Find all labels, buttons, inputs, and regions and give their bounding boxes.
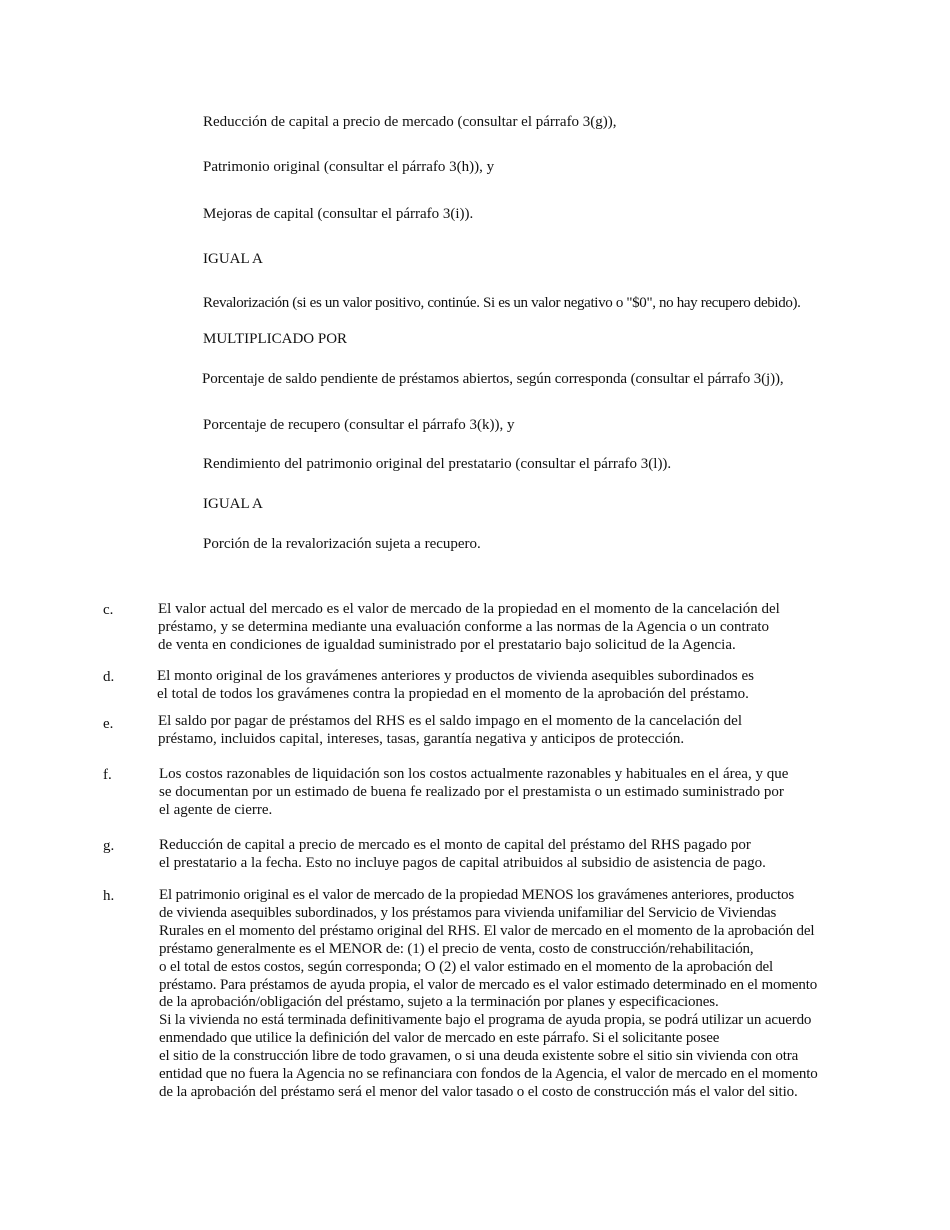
definition-text bbox=[158, 713, 838, 749]
definition-line: el sitio de la construcción libre de todo gravamen, o si una deuda existente sobre el sitio sin vivienda con otra bbox=[159, 1048, 799, 1065]
definition-text bbox=[157, 668, 837, 704]
definition-line: enmendado que utilice la definición del valor de mercado en este párrafo. Si el solicitante posee bbox=[159, 1030, 720, 1047]
formula-line-recapture-percentage: Porcentaje de recupero (consultar el párrafo 3(k)), y bbox=[203, 417, 515, 433]
definition-line: de la aprobación del préstamo será el menor del valor tasado o el costo de construcción más el valor del sitio. bbox=[159, 1083, 798, 1100]
definition-line: préstamo. Para préstamos de ayuda propia, el valor de mercado es el valor estimado determinado en el momento bbox=[159, 976, 818, 993]
definition-line: el prestatario a la fecha. Esto no incluye pagos de capital atribuidos al subsidio de asistencia de pago. bbox=[159, 854, 766, 871]
definition-line: Si la vivienda no está terminada definitivamente bajo el programa de ayuda propia, se podrá utilizar un acuerdo bbox=[159, 1012, 812, 1029]
formula-line-recapture-portion: Porción de la revalorización sujeta a recupero. bbox=[203, 536, 481, 552]
definition-line: de venta en condiciones de igualdad suministrado por el prestatario bajo solicitud de la Agencia. bbox=[158, 636, 736, 653]
definition-line: entidad que no fuera la Agencia no se refinanciara con fondos de la Agencia, el valor de mercado en el momento bbox=[159, 1066, 818, 1083]
definition-line: o el total de estos costos, según corresponda; O (2) el valor estimado en el momento de la aprobación del bbox=[159, 958, 774, 975]
definition-line: Reducción de capital a precio de mercado es el monto de capital del préstamo del RHS pagado por bbox=[159, 837, 751, 853]
definition-line: de vivienda asequibles subordinados, y los préstamos para vivienda unifamiliar del Servicio de Viviendas bbox=[159, 904, 777, 921]
definition-line: préstamo, incluidos capital, intereses, tasas, garantía negativa y anticipos de protección. bbox=[158, 730, 685, 747]
formula-line-equals-2: IGUAL A bbox=[203, 496, 263, 512]
definition-line: de la aprobación/obligación del préstamo, sujeto a la terminación por planes y especificaciones. bbox=[159, 994, 719, 1011]
definition-line: se documentan por un estimado de buena fe realizado por el prestamista o un estimado suministrado por bbox=[159, 783, 784, 800]
formula-line-multiplied-by: MULTIPLICADO POR bbox=[203, 331, 348, 347]
definition-letter: g. bbox=[103, 838, 115, 854]
formula-line-outstanding-balance-percentage: Porcentaje de saldo pendiente de préstamos abiertos, según corresponda (consultar el párrafo 3(j)), bbox=[202, 371, 784, 387]
definition-letter: d. bbox=[103, 669, 115, 685]
formula-line-capital-improvements: Mejoras de capital (consultar el párrafo 3(i)). bbox=[203, 206, 474, 222]
definition-text bbox=[158, 601, 838, 655]
definition-text bbox=[159, 837, 839, 873]
definition-letter: f. bbox=[103, 767, 112, 783]
formula-line-principal-reduction: Reducción de capital a precio de mercado (consultar el párrafo 3(g)), bbox=[203, 114, 617, 130]
definition-letter: e. bbox=[103, 716, 114, 732]
definition-line: Rurales en el momento del préstamo original del RHS. El valor de mercado en el momento de la aprobación del bbox=[159, 922, 815, 939]
definition-letter: c. bbox=[103, 602, 114, 618]
definition-line: préstamo, y se determina mediante una evaluación conforme a las normas de la Agencia o un contrato bbox=[158, 618, 770, 635]
formula-line-original-equity: Patrimonio original (consultar el párrafo 3(h)), y bbox=[203, 159, 495, 175]
definition-text bbox=[159, 766, 839, 820]
definition-line: Los costos razonables de liquidación son los costos actualmente razonables y habituales en el área, y que bbox=[159, 766, 789, 782]
definition-line: El monto original de los gravámenes anteriores y productos de vivienda asequibles subordinados es bbox=[157, 668, 754, 684]
definition-line: El valor actual del mercado es el valor de mercado de la propiedad en el momento de la cancelación del bbox=[158, 601, 780, 617]
formula-line-equals-1: IGUAL A bbox=[203, 251, 263, 267]
definition-line: préstamo generalmente es el MENOR de: (1) el precio de venta, costo de construcción/rehabilitación, bbox=[159, 940, 754, 957]
formula-line-return-on-equity: Rendimiento del patrimonio original del prestatario (consultar el párrafo 3(l)). bbox=[203, 456, 672, 472]
definition-text bbox=[159, 887, 839, 1102]
definition-line: el agente de cierre. bbox=[159, 801, 273, 818]
definition-line: el total de todos los gravámenes contra la propiedad en el momento de la aprobación del préstamo. bbox=[157, 685, 749, 702]
definition-line: El patrimonio original es el valor de mercado de la propiedad MENOS los gravámenes anteriores, productos bbox=[159, 887, 795, 903]
definition-letter: h. bbox=[103, 888, 115, 904]
formula-line-appreciation: Revalorización (si es un valor positivo, continúe. Si es un valor negativo o "$0", no hay recupero debido). bbox=[203, 295, 801, 311]
definition-line: El saldo por pagar de préstamos del RHS es el saldo impago en el momento de la cancelación del bbox=[158, 713, 742, 729]
